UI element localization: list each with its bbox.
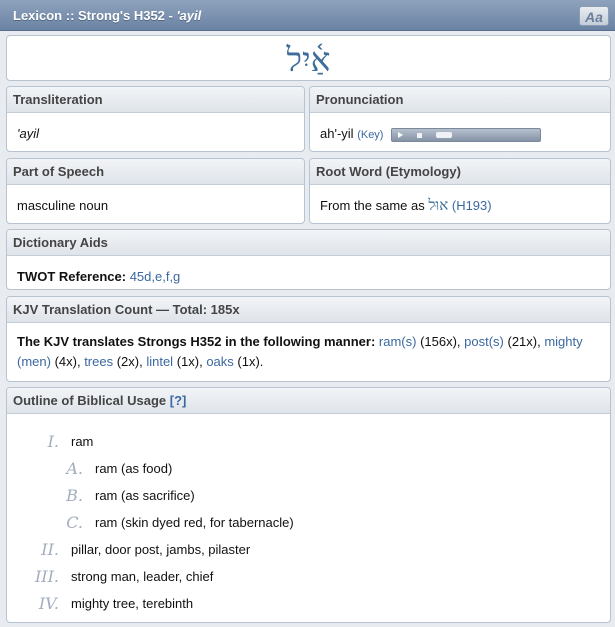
- dictionary-aids-header: Dictionary Aids: [7, 230, 610, 256]
- outline-text: ram (skin dyed red, for tabernacle): [95, 515, 294, 530]
- outline-number: B.: [66, 486, 83, 505]
- outline-item: [7, 590, 610, 617]
- pronunciation-panel: [309, 86, 611, 152]
- outline-item: [7, 428, 610, 455]
- kjv-word-count: (2x),: [113, 354, 147, 369]
- root-word-header: Root Word (Etymology): [310, 159, 610, 185]
- title-transliteration: 'ayil: [176, 8, 202, 23]
- outline-help-link[interactable]: [?]: [169, 393, 187, 408]
- kjv-word-count: (4x),: [50, 354, 85, 369]
- pronunciation-value: ah'-yil: [320, 126, 354, 141]
- outline-header: [7, 388, 610, 414]
- outline-number: II.: [41, 540, 59, 559]
- stop-icon[interactable]: [417, 133, 422, 138]
- dictionary-aids-panel: [6, 229, 611, 290]
- audio-progress-handle[interactable]: [436, 132, 452, 138]
- outline-header-label: Outline of Biblical Usage: [13, 393, 170, 408]
- kjv-word-link[interactable]: trees: [84, 354, 114, 369]
- pronunciation-key-link[interactable]: (Key): [357, 129, 384, 141]
- kjv-count-panel: [6, 296, 611, 382]
- kjv-intro: The KJV translates Strongs H352 in the following manner:: [17, 334, 379, 349]
- pronunciation-header: Pronunciation: [310, 87, 610, 113]
- kjv-word-link[interactable]: post(s): [464, 334, 504, 349]
- kjv-word-link[interactable]: lintel: [146, 354, 174, 369]
- outline-list: [7, 414, 610, 617]
- audio-player[interactable]: [391, 128, 541, 142]
- outline-text: ram (as sacrifice): [95, 488, 195, 503]
- outline-number: A.: [66, 459, 83, 478]
- kjv-count-header: KJV Translation Count — Total: 185x: [7, 297, 610, 323]
- outline-text: pillar, door post, jambs, pilaster: [71, 542, 251, 557]
- window-title: [13, 8, 201, 23]
- outline-item: [7, 455, 610, 482]
- font-size-button[interactable]: Aa: [579, 6, 609, 26]
- kjv-word-count: (1x),: [173, 354, 207, 369]
- kjv-word-count: (1x).: [233, 354, 264, 369]
- kjv-word-count: (156x),: [416, 334, 465, 349]
- kjv-word-link[interactable]: oaks: [206, 354, 234, 369]
- kjv-word-link[interactable]: ram(s): [378, 334, 417, 349]
- twot-link[interactable]: 45d,e,f,g: [129, 269, 181, 284]
- outline-item: [7, 536, 610, 563]
- headword-panel: [6, 35, 611, 81]
- hebrew-headword: אַ֫יִל: [286, 40, 331, 79]
- lexicon-titlebar: [0, 0, 615, 31]
- root-word-link[interactable]: (H193): [451, 198, 492, 213]
- kjv-word-link[interactable]: mighty (men): [17, 334, 583, 369]
- part-of-speech-panel: [6, 158, 305, 224]
- outline-number: C.: [66, 513, 83, 532]
- kjv-word-count: (21x),: [503, 334, 545, 349]
- kjv-translation-text: [7, 323, 610, 372]
- outline-number: IV.: [38, 594, 59, 613]
- outline-text: ram: [71, 434, 94, 449]
- title-prefix: Lexicon :: Strong's H352 -: [13, 8, 177, 23]
- play-icon[interactable]: [398, 132, 403, 138]
- root-word-prefix: From the same as: [320, 198, 429, 213]
- outline-text: ram (as food): [95, 461, 173, 476]
- transliteration-value: 'ayil: [17, 126, 39, 141]
- twot-label: TWOT Reference:: [17, 269, 130, 284]
- root-word-panel: [309, 158, 611, 224]
- outline-item: [7, 509, 610, 536]
- outline-number: III.: [34, 567, 59, 586]
- part-of-speech-header: Part of Speech: [7, 159, 304, 185]
- outline-text: mighty tree, terebinth: [71, 596, 194, 611]
- transliteration-panel: [6, 86, 305, 152]
- outline-number: I.: [47, 432, 59, 451]
- transliteration-header: Transliteration: [7, 87, 304, 113]
- part-of-speech-value: masculine noun: [17, 198, 109, 213]
- outline-text: strong man, leader, chief: [71, 569, 214, 584]
- outline-item: [7, 482, 610, 509]
- outline-panel: [6, 387, 611, 623]
- outline-item: [7, 563, 610, 590]
- root-word-hebrew: אוּל: [428, 196, 449, 214]
